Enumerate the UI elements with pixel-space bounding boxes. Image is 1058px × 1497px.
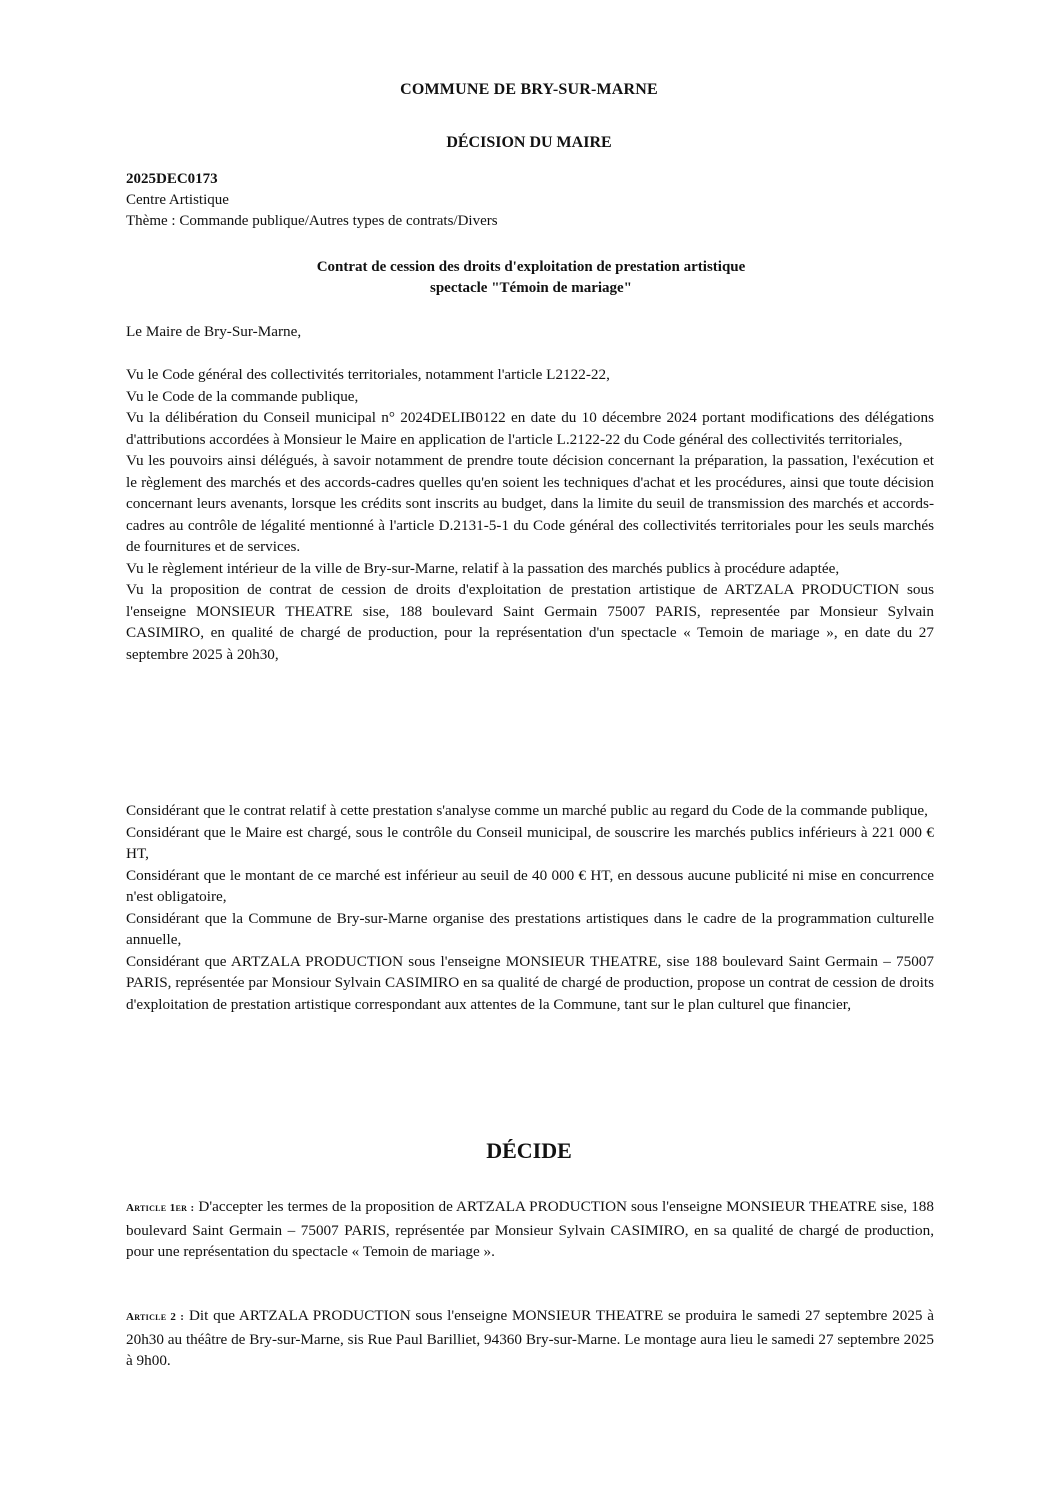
vu-section (126, 364, 934, 665)
considerant-paragraph: Considérant que le Maire est chargé, sous le contrôle du Conseil municipal, de souscrire les marchés publics inférieurs à 221 000 € HT, (126, 823, 934, 862)
vu-paragraph: Vu le Code général des collectivités territoriales, notamment l'article L2122-22, (126, 366, 610, 383)
article-paragraph (126, 1196, 934, 1263)
vu-paragraph: Vu la délibération du Conseil municipal n° 2024DELIB0122 en date du 10 décembre 2024 portant modifications des délégations d'attributions accordées à Monsieur le Maire en application de l'article L.2122-22 du Code général des collectivités territoriales, (126, 409, 934, 448)
considerant-paragraph: Considérant que le montant de ce marché est inférieur au seuil de 40 000 € HT, en dessous aucune publicité ni mise en concurrence n'est obligatoire, (126, 866, 934, 905)
decide-heading: DÉCIDE (486, 1138, 572, 1163)
article-1 (126, 1196, 934, 1263)
article-text: D'accepter les termes de la proposition de ARTZALA PRODUCTION sous l'enseigne MONSIEUR THEATRE sise, 188 boulevard Saint Germain – 75007 PARIS, représentée par Monsieur Sylvain CASIMIRO, en sa qualité de chargé de production, pour une représentation du spectacle « Temoin de mariage ». (126, 1198, 934, 1260)
decision-reference: 2025DEC0173 (126, 171, 218, 187)
vu-paragraph: Vu les pouvoirs ainsi délégués, à savoir notamment de prendre toute décision concernant la préparation, la passation, l'exécution et le règlement des marchés et des accords-cadres quelles qu'en soient les techniques d'achat et les procédures, ainsi que toute décision concernant leurs avenants, lorsque les crédits sont inscrits au budget, dans la limite du seuil de transmission des marchés et accords-cadres au contrôle de légalité mentionné à l'article D.2131-5-1 du Code général des collectivités territoriales pour les seuls marchés de fournitures et de services. (126, 452, 934, 555)
considerant-section (126, 800, 934, 1015)
vu-paragraph: Vu la proposition de contrat de cession de droits d'exploitation de prestation artistique de ARTZALA PRODUCTION sous l'enseigne MONSIEUR THEATRE sise, 188 boulevard Saint Germain 75007 PARIS, representée par Monsieur Sylvain CASIMIRO, en qualité de chargé de production, pour la représentation d'un spectacle « Temoin de mariage », en date du 27 septembre 2025 à 20h30, (126, 581, 934, 663)
vu-paragraph: Vu le Code de la commande publique, (126, 387, 359, 405)
article-2 (126, 1305, 934, 1372)
considerant-paragraph: Considérant que ARTZALA PRODUCTION sous l'enseigne MONSIEUR THEATRE, sise 188 boulevard Saint Germain – 75007 PARIS, représentée par Monsiour Sylvain CASIMIRO en sa qualité de chargé de production, propose un contrat de cession de droits d'exploitation de prestation artistique correspondant aux attentes de la Commune, tant sur le plan culturel que financier, (126, 952, 934, 1013)
article-text: Dit que ARTZALA PRODUCTION sous l'enseigne MONSIEUR THEATRE se produira le samedi 27 septembre 2025 à 20h30 au théâtre de Bry-sur-Marne, sis Rue Paul Barilliet, 94360 Bry-sur-Marne. Le montage aura lieu le samedi 27 septembre 2025 à 9h00. (126, 1307, 934, 1369)
decision-service: Centre Artistique (126, 192, 229, 208)
decision-subject (126, 257, 936, 299)
article-paragraph (126, 1305, 934, 1372)
considerant-paragraph: Considérant que la Commune de Bry-sur-Marne organise des prestations artistiques dans le cadre de la programmation culturelle annuelle, (126, 909, 934, 948)
greeting: Le Maire de Bry-Sur-Marne, (126, 323, 302, 340)
article-label: Article 2 : (126, 1311, 185, 1323)
subject-line: spectacle "Témoin de mariage" (429, 280, 633, 296)
decision-meta (126, 169, 936, 232)
article-label: Article 1er : (126, 1202, 195, 1214)
decision-title: DÉCISION DU MAIRE (446, 134, 612, 151)
decision-theme: Thème : Commande publique/Autres types de contrats/Divers (126, 213, 498, 229)
commune-heading: COMMUNE DE BRY-SUR-MARNE (400, 81, 658, 98)
subject-line: Contrat de cession des droits d'exploitation de prestation artistique (316, 259, 746, 275)
vu-paragraph: Vu le règlement intérieur de la ville de Bry-sur-Marne, relatif à la passation des marchés publics à procédure adaptée, (126, 559, 840, 577)
considerant-paragraph: Considérant que le contrat relatif à cette prestation s'analyse comme un marché public au regard du Code de la commande publique, (126, 802, 928, 819)
